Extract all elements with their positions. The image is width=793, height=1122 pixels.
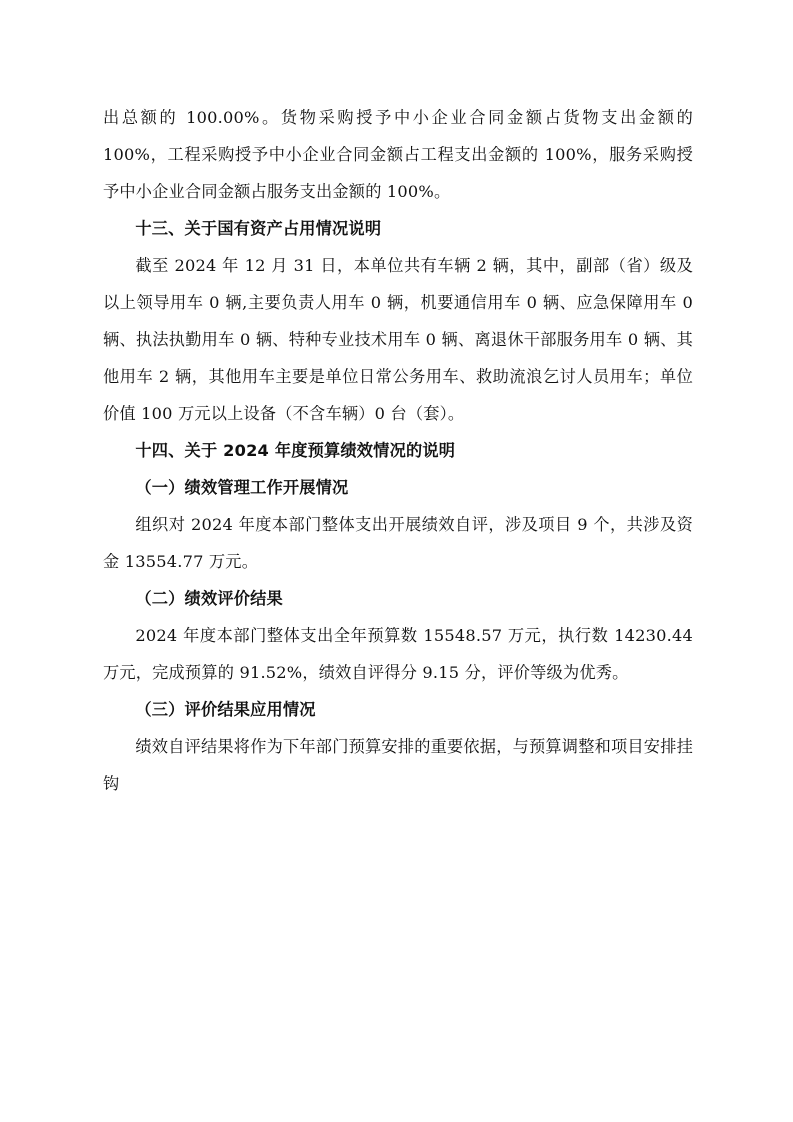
paragraph-self-evaluation: 组织对 2024 年度本部门整体支出开展绩效自评，涉及项目 9 个，共涉及资金 13554.77 万元。 — [103, 515, 693, 571]
subheading-performance-management: （一）绩效管理工作开展情况 — [135, 478, 349, 497]
section-heading-13: 十三、关于国有资产占用情况说明 — [135, 219, 382, 238]
subheading-evaluation-results: （二）绩效评价结果 — [135, 589, 283, 608]
subheading-results-application: （三）评价结果应用情况 — [135, 700, 316, 719]
paragraph-state-assets: 截至 2024 年 12 月 31 日，本单位共有车辆 2 辆，其中，副部（省）级及以上领导用车 0 辆,主要负责人用车 0 辆，机要通信用车 0 辆、应急保障用车 0 辆、执法执勤用车 0 辆、特种专业技术用车 0 辆、离退休干部服务用车 0 辆、其他用车 2 辆，其他用车主要是单位日常公务用车、救助流浪乞讨人员用车；单位价值 100 万元以上设备（不含车辆）0 台（套）。 — [103, 256, 693, 423]
document-body — [103, 99, 693, 802]
paragraph-budget-execution: 2024 年度本部门整体支出全年预算数 15548.57 万元，执行数 14230.44 万元，完成预算的 91.52%，绩效自评得分 9.15 分，评价等级为优秀。 — [103, 626, 693, 682]
section-heading-14: 十四、关于 2024 年度预算绩效情况的说明 — [135, 441, 456, 460]
paragraph-results-usage: 绩效自评结果将作为下年部门预算安排的重要依据，与预算调整和项目安排挂钩 — [103, 737, 693, 793]
paragraph-procurement-summary: 出总额的 100.00%。货物采购授予中小企业合同金额占货物支出金额的 100%，工程采购授予中小企业合同金额占工程支出金额的 100%，服务采购授予中小企业合同金额占服务支出金额的 100%。 — [103, 108, 693, 201]
